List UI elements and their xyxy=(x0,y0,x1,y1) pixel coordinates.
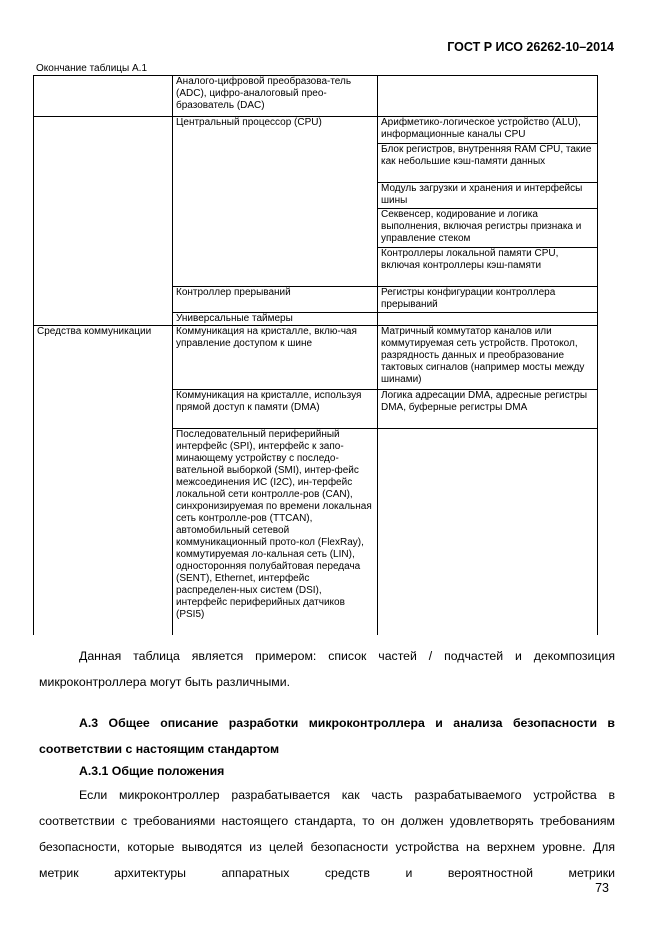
table-caption: Окончание таблицы А.1 xyxy=(36,63,148,74)
table-cell-part xyxy=(34,117,173,144)
table-cell-subpart xyxy=(173,209,378,248)
table-cell-element xyxy=(378,313,598,326)
table-cell-part xyxy=(34,429,173,635)
table-cell-subpart: Универсальные таймеры xyxy=(173,313,378,326)
table-cell-element xyxy=(378,76,598,117)
components-table xyxy=(33,75,598,635)
table-row xyxy=(34,248,598,287)
table-cell-subpart: Последовательный периферийный интерфейс (SPI), интерфейс к запо-минающему устройству с последо-вательной выборкой (SMI), интер-фейс межсоединения ИС (I2C), ин-терфейс локальной сети контролле-ров (CAN), синхронизируемая по времени локальная сеть контролле-ров (TTCAN), автомобильный сетевой коммуникационный прото-кол (FlexRay), коммутируемая ло-кальная сеть (LIN), односторонняя полубайтовая передача (SENT), Ethernet, интерфейс распределен-ных систем (DSI), интерфейс периферийных датчиков (PSI5) xyxy=(173,429,378,635)
table-row xyxy=(34,313,598,326)
table-cell-part xyxy=(34,183,173,209)
table-cell-element: Секвенсер, кодирование и логика выполнения, включая регистры признака и управление стеком xyxy=(378,209,598,248)
table-cell-part xyxy=(34,313,173,326)
body-paragraph: Если микроконтроллер разрабатывается как часть разрабатываемого устройства в соответствии с требованиями настоящего стандарта, то он должен удовлетворять требованиям безопасности, которые выводятся из целей безопасности устройства на верхнем уровне. Для метрик архитектуры аппаратных средств и вероятностной метрики xyxy=(39,788,615,880)
table-cell-element: Матричный коммутатор каналов или коммутируемая сеть устройств. Протокол, разрядность данных и преобразование тактовых сигналов (например мосты между шинами) xyxy=(378,326,598,390)
table-note xyxy=(39,643,615,695)
table-cell-subpart: Центральный процессор (CPU) xyxy=(173,117,378,144)
table-cell-subpart xyxy=(173,248,378,287)
page-number: 73 xyxy=(595,881,609,895)
table-cell-element xyxy=(378,429,598,635)
table-cell-element: Контроллеры локальной памяти CPU, включая контроллеры кэш-памяти xyxy=(378,248,598,287)
note-paragraph: Данная таблица является примером: список частей / подчастей и декомпозиция микроконтроллера могут быть различными. xyxy=(39,649,615,689)
table-cell-element: Блок регистров, внутренняя RAM CPU, такие как небольшие кэш-памяти данных xyxy=(378,144,598,183)
table-cell-subpart: Контроллер прерываний xyxy=(173,287,378,313)
table-cell-element: Арифметико-логическое устройство (ALU), информационные каналы CPU xyxy=(378,117,598,144)
table-cell-part: Средства коммуникации xyxy=(34,326,173,390)
table-row xyxy=(34,326,598,390)
table-row xyxy=(34,76,598,117)
table-cell-part xyxy=(34,144,173,183)
table-cell-part xyxy=(34,209,173,248)
table-cell-subpart: Аналого-цифровой преобразова-тель (ADC), цифро-аналоговый прео-бразователь (DAC) xyxy=(173,76,378,117)
table-row xyxy=(34,117,598,144)
table-row xyxy=(34,183,598,209)
table-cell-subpart xyxy=(173,183,378,209)
table-row xyxy=(34,287,598,313)
section-body xyxy=(39,782,615,886)
table-cell-subpart xyxy=(173,144,378,183)
table-row xyxy=(34,429,598,635)
document-header: ГОСТ Р ИСО 26262-10–2014 xyxy=(447,40,614,54)
table-row xyxy=(34,144,598,183)
table-cell-part xyxy=(34,76,173,117)
table-cell-subpart: Коммуникация на кристалле, вклю-чая управление доступом к шине xyxy=(173,326,378,390)
table-cell-element: Логика адресации DMA, адресные регистры DMA, буферные регистры DMA xyxy=(378,390,598,429)
table-cell-element: Модуль загрузки и хранения и интерфейсы шины xyxy=(378,183,598,209)
table-cell-part xyxy=(34,287,173,313)
table-cell-part xyxy=(34,390,173,429)
subsection-heading xyxy=(39,758,615,784)
table-row xyxy=(34,390,598,429)
table-cell-part xyxy=(34,248,173,287)
table-cell-subpart: Коммуникация на кристалле, используя прямой доступ к памяти (DMA) xyxy=(173,390,378,429)
table-row xyxy=(34,209,598,248)
subsection-heading-text: А.3.1 Общие положения xyxy=(79,764,225,778)
table-cell-element: Регистры конфигурации контроллера прерываний xyxy=(378,287,598,313)
section-heading xyxy=(39,710,615,762)
section-heading-text: А.3 Общее описание разработки микроконтроллера и анализа безопасности в соответствии с настоящим стандартом xyxy=(39,716,615,756)
